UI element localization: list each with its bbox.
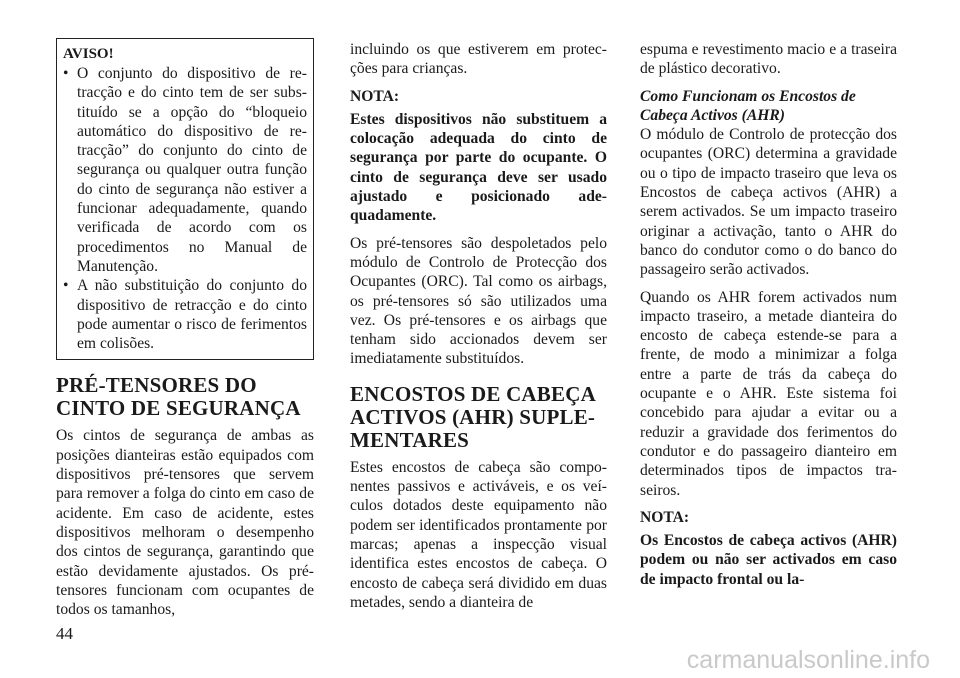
note-label: NOTA: <box>640 508 690 526</box>
paragraph: Estes encostos de cabeça são componentes passivos e activáveis, e os veículos dotados deste equipamento não podem ser identificados prontamente por marcas; apenas a inspecção visual identifica estes encostos de cabeça. O encosto de cabeça será dividido em duas metades, sendo a dianteira de <box>350 458 607 611</box>
section-heading-pretensioners: PRÉ-TENSORES DO CINTO DE SEGURANÇA <box>56 373 301 421</box>
paragraph: Quando os AHR forem activados num impacto traseiro, a metade dianteira do encosto de cabeça estende-se para a frente, de modo a minimizar a folga entre a parte de trás da cabeça do ocupante e o AHR. Este sistema foi concebido para ajudar a evitar ou a reduzir a gravidade dos ferimentos do condutor e do passageiro dianteiro em determinados tipos de impactos traseiros. <box>640 288 897 499</box>
note-text: Estes dispositivos não substituem a colocação adequada do cinto de segurança por parte do ocupante. O cinto de segurança deve ser usado ajustado e posicionado adequadamente. <box>350 110 607 225</box>
column-1 <box>56 38 314 627</box>
warning-list <box>63 64 307 353</box>
paragraph: Os cintos de segurança de ambas as posições dianteiras estão equipados com dispositivos pré-tensores que servem para remover a folga do cinto em caso de acidente. Em caso de acidente, estes dispositivos melhoram o desempenho dos cintos de segurança, garantindo que estão devidamente ajustados. Os pré-tensores funcionam com ocupantes de todos os tamanhos, <box>56 427 314 619</box>
subheading: Como Funcionam os Encostos de Cabeça Activos (AHR) <box>640 87 856 124</box>
paragraph: O módulo de Controlo de protecção dos ocupantes (ORC) determina a gravidade ou o tipo de impacto traseiro que leva os Encostos de cabeça activos (AHR) a serem activados. Se um impacto traseiro originar a activação, tanto o AHR do banco do condutor como o do banco do passageiro serão activados. <box>640 126 897 279</box>
paragraph: incluindo os que estiverem em protecções para crianças. <box>350 41 607 78</box>
note-label: NOTA: <box>350 87 400 105</box>
column-3 <box>640 40 897 597</box>
paragraph: espuma e revestimento macio e a traseira de plástico decorativo. <box>640 41 897 78</box>
paragraph: Os pré-tensores são despoletados pelo módulo de Controlo de Protecção dos Ocupantes (ORC). Tal como os airbags, os pré-tensores só são utilizados uma vez. Os pré-tensores e os airbags que tenham sido accionados devem ser imediatamente substituídos. <box>350 234 607 368</box>
warning-box <box>56 38 314 360</box>
watermark: carmanualsonline.info <box>686 646 930 674</box>
section-heading-ahr: ENCOSTOS DE CABEÇA ACTIVOS (AHR) SUPLEMENTARES <box>350 381 595 452</box>
note-text: Os Encostos de cabeça activos (AHR) podem ou não ser activados em caso de impacto frontal ou la- <box>640 532 897 588</box>
warning-item: • O conjunto do dispositivo de retracção e do cinto tem de ser substituído se a opção do “bloqueio automático do dispositivo de retracção” do conjunto do cinto de segurança ou qualquer outra função do cinto de segurança não estiver a funcionar adequadamente, quando verificada de acordo com os procedimentos no Manual de Manutenção. <box>63 64 307 276</box>
warning-item: • A não substituição do conjunto do dispositivo de retracção e do cinto pode aumentar o risco de ferimentos em colisões. <box>63 276 307 353</box>
warning-title: AVISO! <box>63 46 114 62</box>
column-2 <box>350 40 607 620</box>
page-number: 44 <box>56 624 73 643</box>
